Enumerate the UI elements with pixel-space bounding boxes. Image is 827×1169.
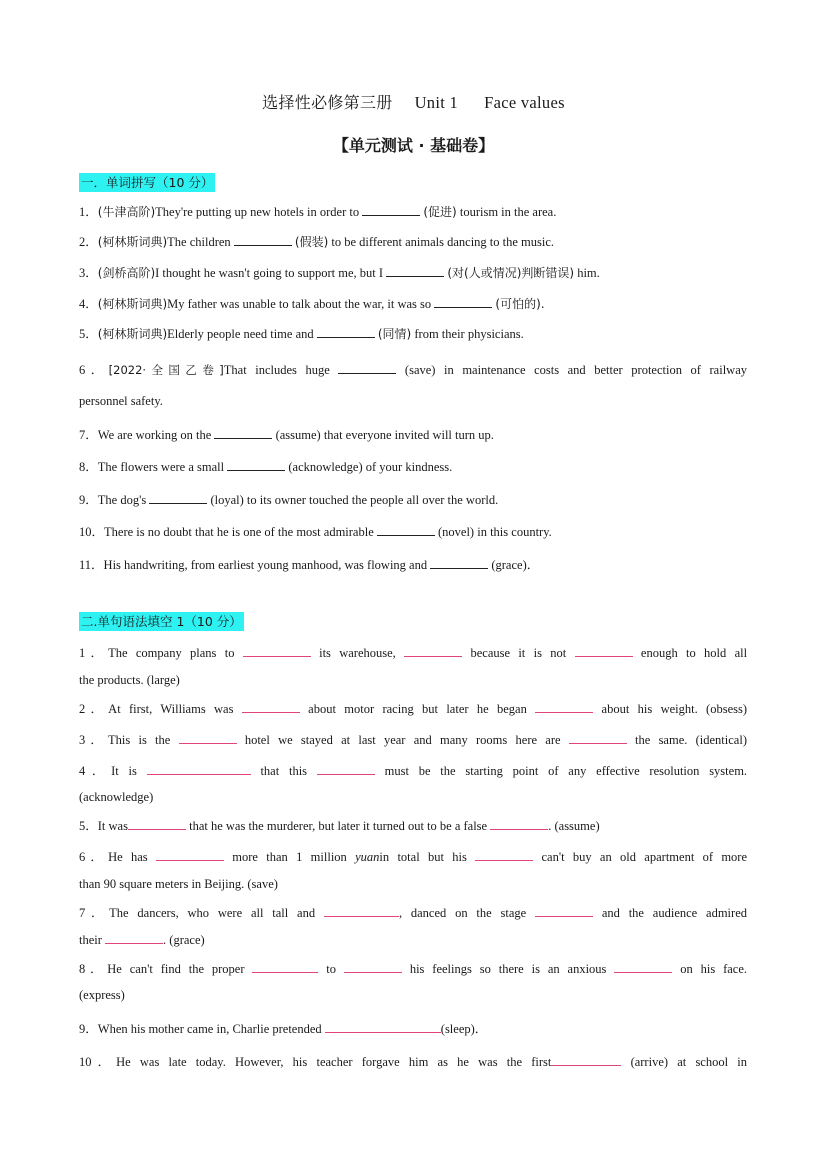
section-heading-grammar: 二.单句语法填空 1（10 分） [81,614,242,629]
question-row: 4．It is that this must be the starting point of any effective resolution system. [79,764,748,778]
answer-blank[interactable] [227,458,285,471]
question-row: 5．(柯林斯词典)Elderly people need time and (同情) from their physicians. [79,327,524,341]
title-topic: Face values [484,93,565,112]
question-row: 5．It was that he was the murderer, but later it turned out to be a false . (assume) [79,819,600,833]
answer-blank[interactable] [490,817,548,830]
answer-blank[interactable] [377,523,435,536]
answer-blank[interactable] [147,762,251,775]
answer-blank[interactable] [325,1020,441,1033]
question-row: 1．The company plans to its warehouse, because it is not enough to hold all [79,646,748,660]
answer-blank[interactable] [149,491,207,504]
answer-blank[interactable] [317,762,375,775]
question-row: 11．His handwriting, from earliest young manhood, was flowing and (grace)． [79,558,540,572]
title-unit: Unit 1 [414,93,459,112]
question-row-continuation: the products. (large) [79,673,180,687]
page-title [0,90,827,113]
answer-blank[interactable] [324,904,399,917]
page-subtitle: 【单元测试 · 基础卷】 [332,136,495,155]
answer-blank[interactable] [362,203,420,216]
answer-blank[interactable] [575,644,633,657]
answer-blank[interactable] [535,700,593,713]
question-row: 6．He has more than 1 million yuanin total but his can't buy an old apartment of more [79,850,747,864]
question-row: 2．At first, Williams was about motor racing but later he began about his weight. (obsess) [79,702,748,716]
answer-blank[interactable] [404,644,462,657]
answer-blank[interactable] [156,848,224,861]
question-row-continuation: (acknowledge) [79,790,154,804]
answer-blank[interactable] [535,904,593,917]
answer-blank[interactable] [386,264,444,277]
question-row: 3．(剑桥高阶)I thought he wasn't going to support me, but I (对(人或情况)判断错误) him. [79,266,600,280]
question-row: 10．He was late today. However, his teacher forgave him as he was the first (arrive) at school in [79,1055,747,1069]
answer-blank[interactable] [475,848,533,861]
answer-blank[interactable] [614,960,672,973]
answer-blank[interactable] [128,817,186,830]
title-book: 选择性必修第三册 [262,93,393,112]
answer-blank[interactable] [338,361,396,374]
question-row: 7．We are working on the (assume) that everyone invited will turn up. [79,428,494,442]
section-heading-spelling: 一．单词拼写（10 分） [81,175,214,190]
answer-blank[interactable] [105,931,163,944]
question-row-continuation: than 90 square meters in Beijing. (save) [79,877,278,891]
question-row: 8．The flowers were a small (acknowledge) of your kindness. [79,460,453,474]
answer-blank[interactable] [179,731,237,744]
question-row: 8．He can't find the proper to his feelings so there is an anxious on his face. [79,962,747,976]
question-row: 2．(柯林斯词典)The children (假装) to be different animals dancing to the music. [79,235,555,249]
answer-blank[interactable] [214,426,272,439]
question-row: 1．(牛津高阶)They're putting up new hotels in order to (促进) tourism in the area. [79,205,557,219]
answer-blank[interactable] [242,700,300,713]
question-row-continuation: their . (grace) [79,933,205,947]
question-row: 6．[2022·全国乙卷]That includes huge (save) in maintenance costs and better protection of railway [79,363,747,377]
question-row: 10．There is no doubt that he is one of the most admirable (novel) in this country. [79,525,552,539]
question-row: 7．The dancers, who were all tall and , danced on the stage and the audience admired [79,906,747,920]
answer-blank[interactable] [234,233,292,246]
answer-blank[interactable] [569,731,627,744]
answer-blank[interactable] [252,960,318,973]
question-row: 9．When his mother came in, Charlie pretended (sleep)． [79,1022,488,1036]
question-row: 9．The dog's (loyal) to its owner touched the people all over the world. [79,493,499,507]
answer-blank[interactable] [344,960,402,973]
answer-blank[interactable] [434,295,492,308]
answer-blank[interactable] [430,556,488,569]
answer-blank[interactable] [551,1053,621,1066]
question-row: 4．(柯林斯词典)My father was unable to talk about the war, it was so (可怕的). [79,297,545,311]
answer-blank[interactable] [243,644,311,657]
question-row: 3．This is the hotel we stayed at last year and many rooms here are the same. (identical) [79,733,747,747]
question-row-continuation: (express) [79,988,125,1002]
answer-blank[interactable] [317,325,375,338]
question-row-continuation: personnel safety. [79,394,163,408]
